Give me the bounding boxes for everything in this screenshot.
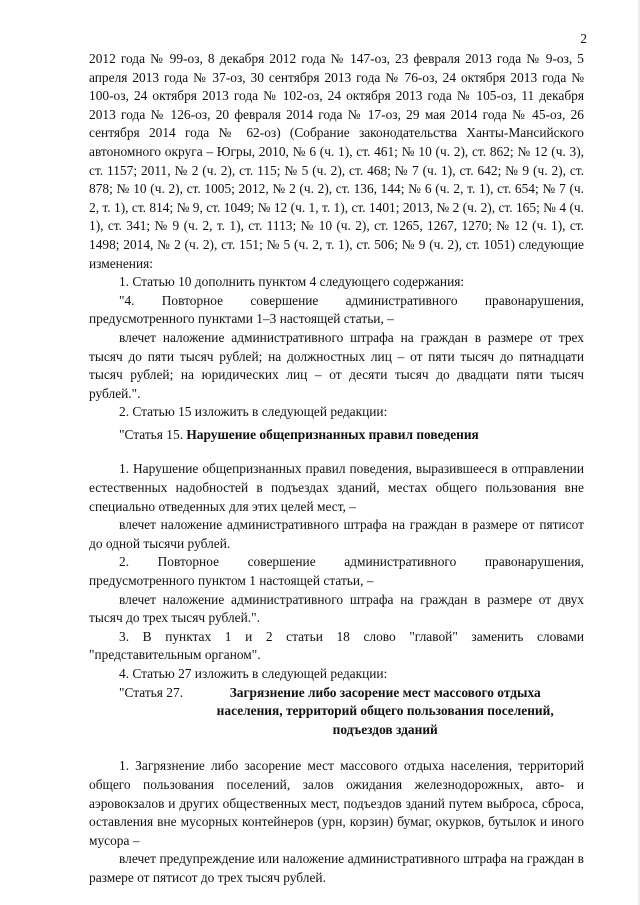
paragraph-art15-p2-penalty: влечет наложение административного штрафа на граждан в размере от двух тысяч до трех тысяч рублей.".: [89, 591, 584, 626]
article-27-prefix: "Статья 27.: [119, 684, 187, 700]
paragraph-art27-p1: 1. Загрязнение либо засорение мест массового отдыха населения, территорий общего пользования поселений, залов ожидания железнодорожных, авто- и аэровокзалов и других общественных мест, подъездов зданий путем выброса, сброса, оставления вне мусорных контейнеров (урн, корзин) бумаг, окурков, бутылок и иного мусора –: [89, 758, 584, 848]
article-15-heading: [89, 426, 584, 445]
paragraph-art15-p1-penalty: влечет наложение административного штрафа на граждан в размере от пятисот до одной тысячи рублей.: [89, 517, 584, 551]
paragraph-continuation: 2012 года № 99-оз, 8 декабря 2012 года № 147-оз, 23 февраля 2013 года № 9-оз, 5 апреля 2013 года № 37-оз, 30 сентября 2013 года № 76-оз, 24 октября 2013 года № 100-оз, 24 октября 2013 года № 102-оз, 24 октября 2013 года № 105-оз, 11 декабря 2013 года № 126-оз, 20 февраля 2014 года № 17-оз, 29 мая 2014 года № 45-оз, 26 сентября 2014 года № 62-оз) (Собрание законодательства Ханты-Мансийского автономного округа – Югры, 2010, № 6 (ч. 1), ст. 461; № 10 (ч. 2), ст. 862; № 12 (ч. 3), ст. 1157; 2011, № 2 (ч. 2), ст. 115; № 5 (ч. 2), ст. 468; № 7 (ч. 1), ст. 642; № 9 (ч. 2), ст. 878; № 10 (ч. 2), ст. 1005; 2012, № 2 (ч. 2), ст. 136, 144; № 6 (ч. 2, т. 1), ст. 654; № 7 (ч. 2, т. 1), ст. 814; № 9, ст. 1049; № 12 (ч. 1, т. 1), ст. 1401; 2013, № 2 (ч. 2), ст. 165; № 4 (ч. 1), ст. 341; № 9 (ч. 2, т. 1), ст. 1113; № 10 (ч. 2), ст. 1265, 1267, 1270; № 12 (ч. 1), ст. 1498; 2014, № 2 (ч. 2), ст. 151; № 5 (ч. 2, т. 1), ст. 506; № 9 (ч. 2), ст. 1051) следующие изменения:: [89, 51, 584, 271]
paragraph-art15-p1: 1. Нарушение общепризнанных правил поведения, выразившееся в отправлении естественных надобностей в подъездах зданий, местах общего пользования вне специально отведенных для этих целей мест, –: [89, 461, 584, 514]
paragraph-art10-p4: "4. Повторное совершение административного правонарушения, предусмотренного пунктами 1–3 настоящей статьи, –: [89, 292, 584, 327]
article-15-title: Нарушение общепризнанных правил поведения: [186, 426, 479, 442]
article-15-prefix: "Статья 15.: [119, 426, 187, 442]
article-27-title-line: населения, территорий общего пользования поселений,: [216, 703, 554, 719]
paragraph-item-2: 2. Статью 15 изложить в следующей редакции:: [119, 404, 388, 420]
paragraph-art10-penalty: влечет наложение административного штрафа на граждан в размере от трех тысяч до пяти тысяч рублей; на должностных лиц – от пяти тысяч до пятнадцати тысяч рублей; на юридических лиц – от десяти тысяч до двадцати пяти тысяч рублей.".: [89, 329, 584, 401]
page-number: 2: [580, 31, 587, 46]
article-27-title-line: Загрязнение либо засорение мест массового отдыха: [229, 684, 541, 700]
document-body: [89, 50, 584, 888]
article-27-heading: [89, 684, 584, 740]
paragraph-item-3: 3. В пунктах 1 и 2 статьи 18 слово "главой" заменить словами "представительным органом".: [89, 628, 584, 663]
article-27-title-line: подъездов зданий: [332, 721, 438, 737]
paragraph-art15-p2: 2. Повторное совершение административного правонарушения, предусмотренного пунктом 1 настоящей статьи, –: [89, 554, 584, 589]
paragraph-item-4: 4. Статью 27 изложить в следующей редакции:: [119, 666, 388, 681]
article-27-title: [186, 684, 584, 740]
paragraph-art27-p1-penalty: влечет предупреждение или наложение административного штрафа на граждан в размере от пятисот до трех тысяч рублей.: [89, 851, 584, 885]
paragraph-item-1: 1. Статью 10 дополнить пунктом 4 следующего содержания:: [119, 274, 465, 290]
